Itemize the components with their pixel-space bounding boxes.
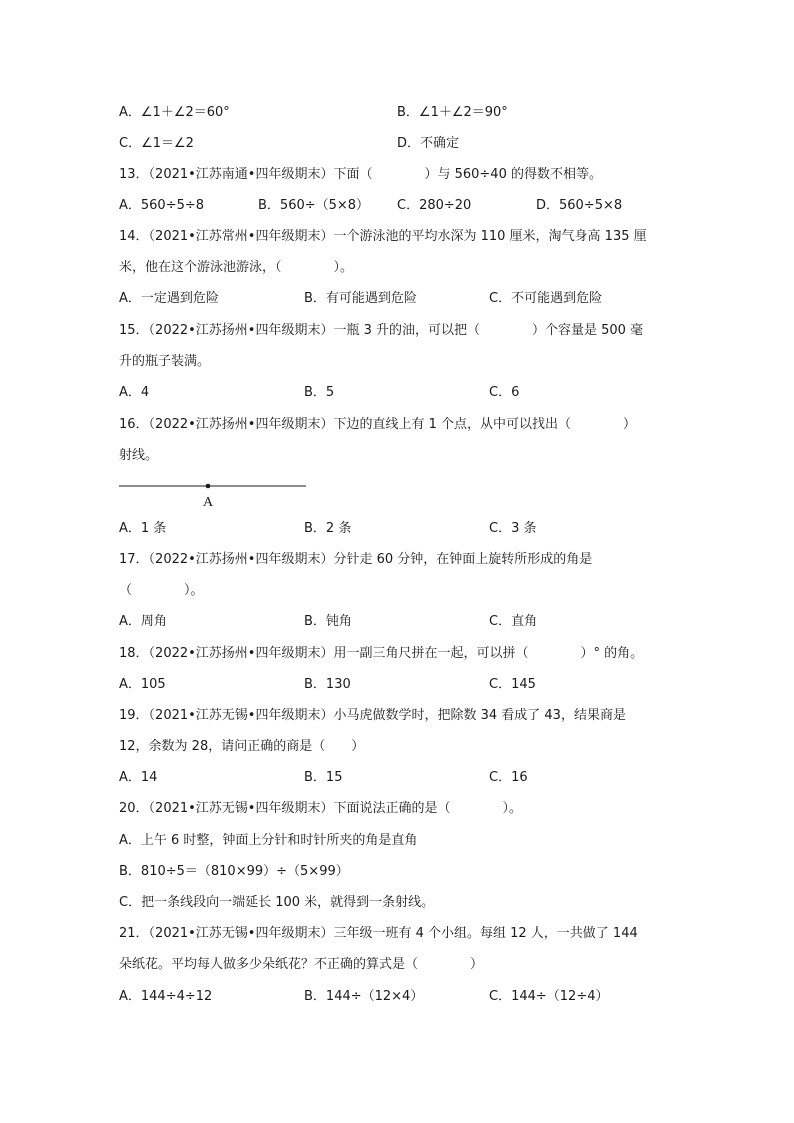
q12-option-b: B．∠1＋∠2＝90° bbox=[397, 105, 508, 120]
q15-option-a: A．4 bbox=[119, 385, 150, 400]
q21-option-c: C．144÷（12÷4） bbox=[489, 989, 609, 1004]
q16-line-figure bbox=[119, 480, 309, 510]
q13-stem: 13．（2021•江苏南通•四年级期末）下面（ ）与 560÷40 的得数不相等。 bbox=[119, 167, 602, 182]
q16-option-c: C．3 条 bbox=[489, 521, 537, 536]
q19-stem-line-1: 19．（2021•江苏无锡•四年级期末）小马虎做数学时，把除数 34 看成了 43，结果商是 bbox=[119, 708, 626, 723]
q16-stem-line-2: 射线。 bbox=[119, 448, 159, 463]
q15-option-b: B．5 bbox=[304, 385, 335, 400]
q18-stem: 18．（2022•江苏扬州•四年级期末）用一副三角尺拼在一起，可以拼（ ）° 的角。 bbox=[119, 646, 644, 661]
q21-option-b: B．144÷（12×4） bbox=[304, 989, 424, 1004]
q13-option-b: B．560÷（5×8） bbox=[258, 198, 370, 213]
q21-option-a: A．144÷4÷12 bbox=[119, 989, 213, 1004]
q19-option-a: A．14 bbox=[119, 770, 158, 785]
q18-option-a: A．105 bbox=[119, 677, 166, 692]
q15-option-c: C．6 bbox=[489, 385, 520, 400]
q19-stem-line-2: 12，余数为 28，请问正确的商是（ ） bbox=[119, 739, 365, 754]
q19-option-b: B．15 bbox=[304, 770, 343, 785]
q12-option-a: A．∠1＋∠2＝60° bbox=[119, 105, 230, 120]
q13-option-d: D．560÷5×8 bbox=[536, 198, 623, 213]
q19-option-c: C．16 bbox=[489, 770, 528, 785]
q12-option-c: C．∠1＝∠2 bbox=[119, 136, 194, 151]
q18-option-b: B．130 bbox=[304, 677, 351, 692]
q18-option-c: C．145 bbox=[489, 677, 536, 692]
q13-option-c: C．280÷20 bbox=[397, 198, 472, 213]
q17-stem-line-2: （ ）。 bbox=[119, 583, 204, 598]
q16-stem-line-1: 16．（2022•江苏扬州•四年级期末）下边的直线上有 1 个点，从中可以找出（ ） bbox=[119, 417, 636, 432]
q14-option-b: B．有可能遇到危险 bbox=[304, 291, 417, 306]
q14-stem-line-2: 米，他在这个游泳池游泳，（ ）。 bbox=[119, 260, 354, 275]
q21-stem-line-1: 21．（2021•江苏无锡•四年级期末）三年级一班有 4 个小组。每组 12 人，一共做了 144 bbox=[119, 926, 638, 941]
q17-option-c: C．直角 bbox=[489, 614, 538, 629]
q17-stem-line-1: 17．（2022•江苏扬州•四年级期末）分针走 60 分钟，在钟面上旋转所形成的角是 bbox=[119, 552, 593, 567]
q12-option-d: D．不确定 bbox=[397, 136, 460, 151]
q14-stem-line-1: 14．（2021•江苏常州•四年级期末）一个游泳池的平均水深为 110 厘米，淘气身高 135 厘 bbox=[119, 229, 647, 244]
q20-option-a: A．上午 6 时整，钟面上分针和时针所夹的角是直角 bbox=[119, 833, 418, 848]
q16-option-b: B．2 条 bbox=[304, 521, 352, 536]
q16-option-a: A．1 条 bbox=[119, 521, 167, 536]
q15-stem-line-2: 升的瓶子装满。 bbox=[119, 354, 211, 369]
q16-point-label: A bbox=[203, 495, 214, 510]
q17-option-a: A．周角 bbox=[119, 614, 167, 629]
q17-option-b: B．钝角 bbox=[304, 614, 352, 629]
q16-point bbox=[206, 484, 211, 489]
q14-option-a: A．一定遇到危险 bbox=[119, 291, 219, 306]
q14-option-c: C．不可能遇到危险 bbox=[489, 291, 603, 306]
q13-option-a: A．560÷5÷8 bbox=[119, 198, 205, 213]
q20-stem: 20．（2021•江苏无锡•四年级期末）下面说法正确的是（ ）。 bbox=[119, 801, 522, 816]
q21-stem-line-2: 朵纸花。平均每人做多少朵纸花？不正确的算式是（ ） bbox=[119, 957, 484, 972]
q20-option-b: B．810÷5＝（810×99）÷（5×99） bbox=[119, 864, 349, 879]
q15-stem-line-1: 15．（2022•江苏扬州•四年级期末）一瓶 3 升的油，可以把（ ）个容量是 500 毫 bbox=[119, 323, 644, 338]
q20-option-c: C．把一条线段向一端延长 100 米，就得到一条射线。 bbox=[119, 895, 435, 910]
